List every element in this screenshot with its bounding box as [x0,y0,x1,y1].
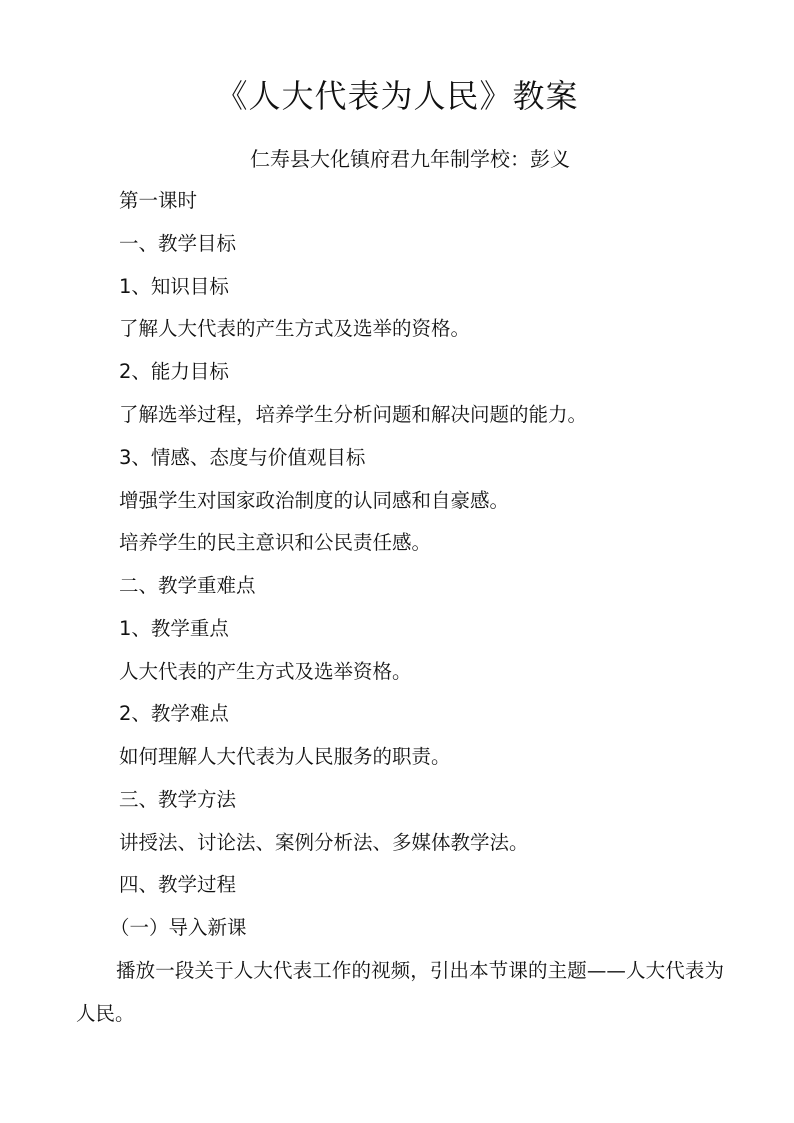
difficult-point-text: 如何理解人大代表为人民服务的职责。 [119,745,451,768]
subheading-difficult-point: 2、教学难点 [119,702,229,725]
lesson-period: 第一课时 [119,189,198,212]
section-heading-objectives: 一、教学目标 [119,232,237,255]
key-point-text: 人大代表的产生方式及选举资格。 [119,660,412,683]
subheading-knowledge-goal: 1、知识目标 [119,275,229,298]
subheading-ability-goal: 2、能力目标 [119,360,229,383]
ability-goal-text: 了解选举过程，培养学生分析问题和解决问题的能力。 [119,403,588,426]
document-title: 《人大代表为人民》教案 [215,77,579,115]
attitude-goal-text-1: 增强学生对国家政治制度的认同感和自豪感。 [119,489,510,512]
section-heading-key-points: 二、教学重难点 [119,574,256,597]
section-heading-methods: 三、教学方法 [119,788,237,811]
attitude-goal-text-2: 培养学生的民主意识和公民责任感。 [119,531,432,554]
subheading-attitude-goal: 3、情感、态度与价值观目标 [119,446,366,469]
methods-text: 讲授法、讨论法、案例分析法、多媒体教学法。 [119,831,529,854]
author-line: 仁寿县大化镇府君九年制学校：彭义 [250,147,570,171]
knowledge-goal-text: 了解人大代表的产生方式及选举的资格。 [119,317,471,340]
introduction-paragraph: 播放一段关于人大代表工作的视频，引出本节课的主题——人大代表为人民。 [76,959,724,1025]
section-heading-process: 四、教学过程 [119,873,237,896]
subheading-key-point: 1、教学重点 [119,617,229,640]
subheading-introduction: （一）导入新课 [110,916,247,939]
